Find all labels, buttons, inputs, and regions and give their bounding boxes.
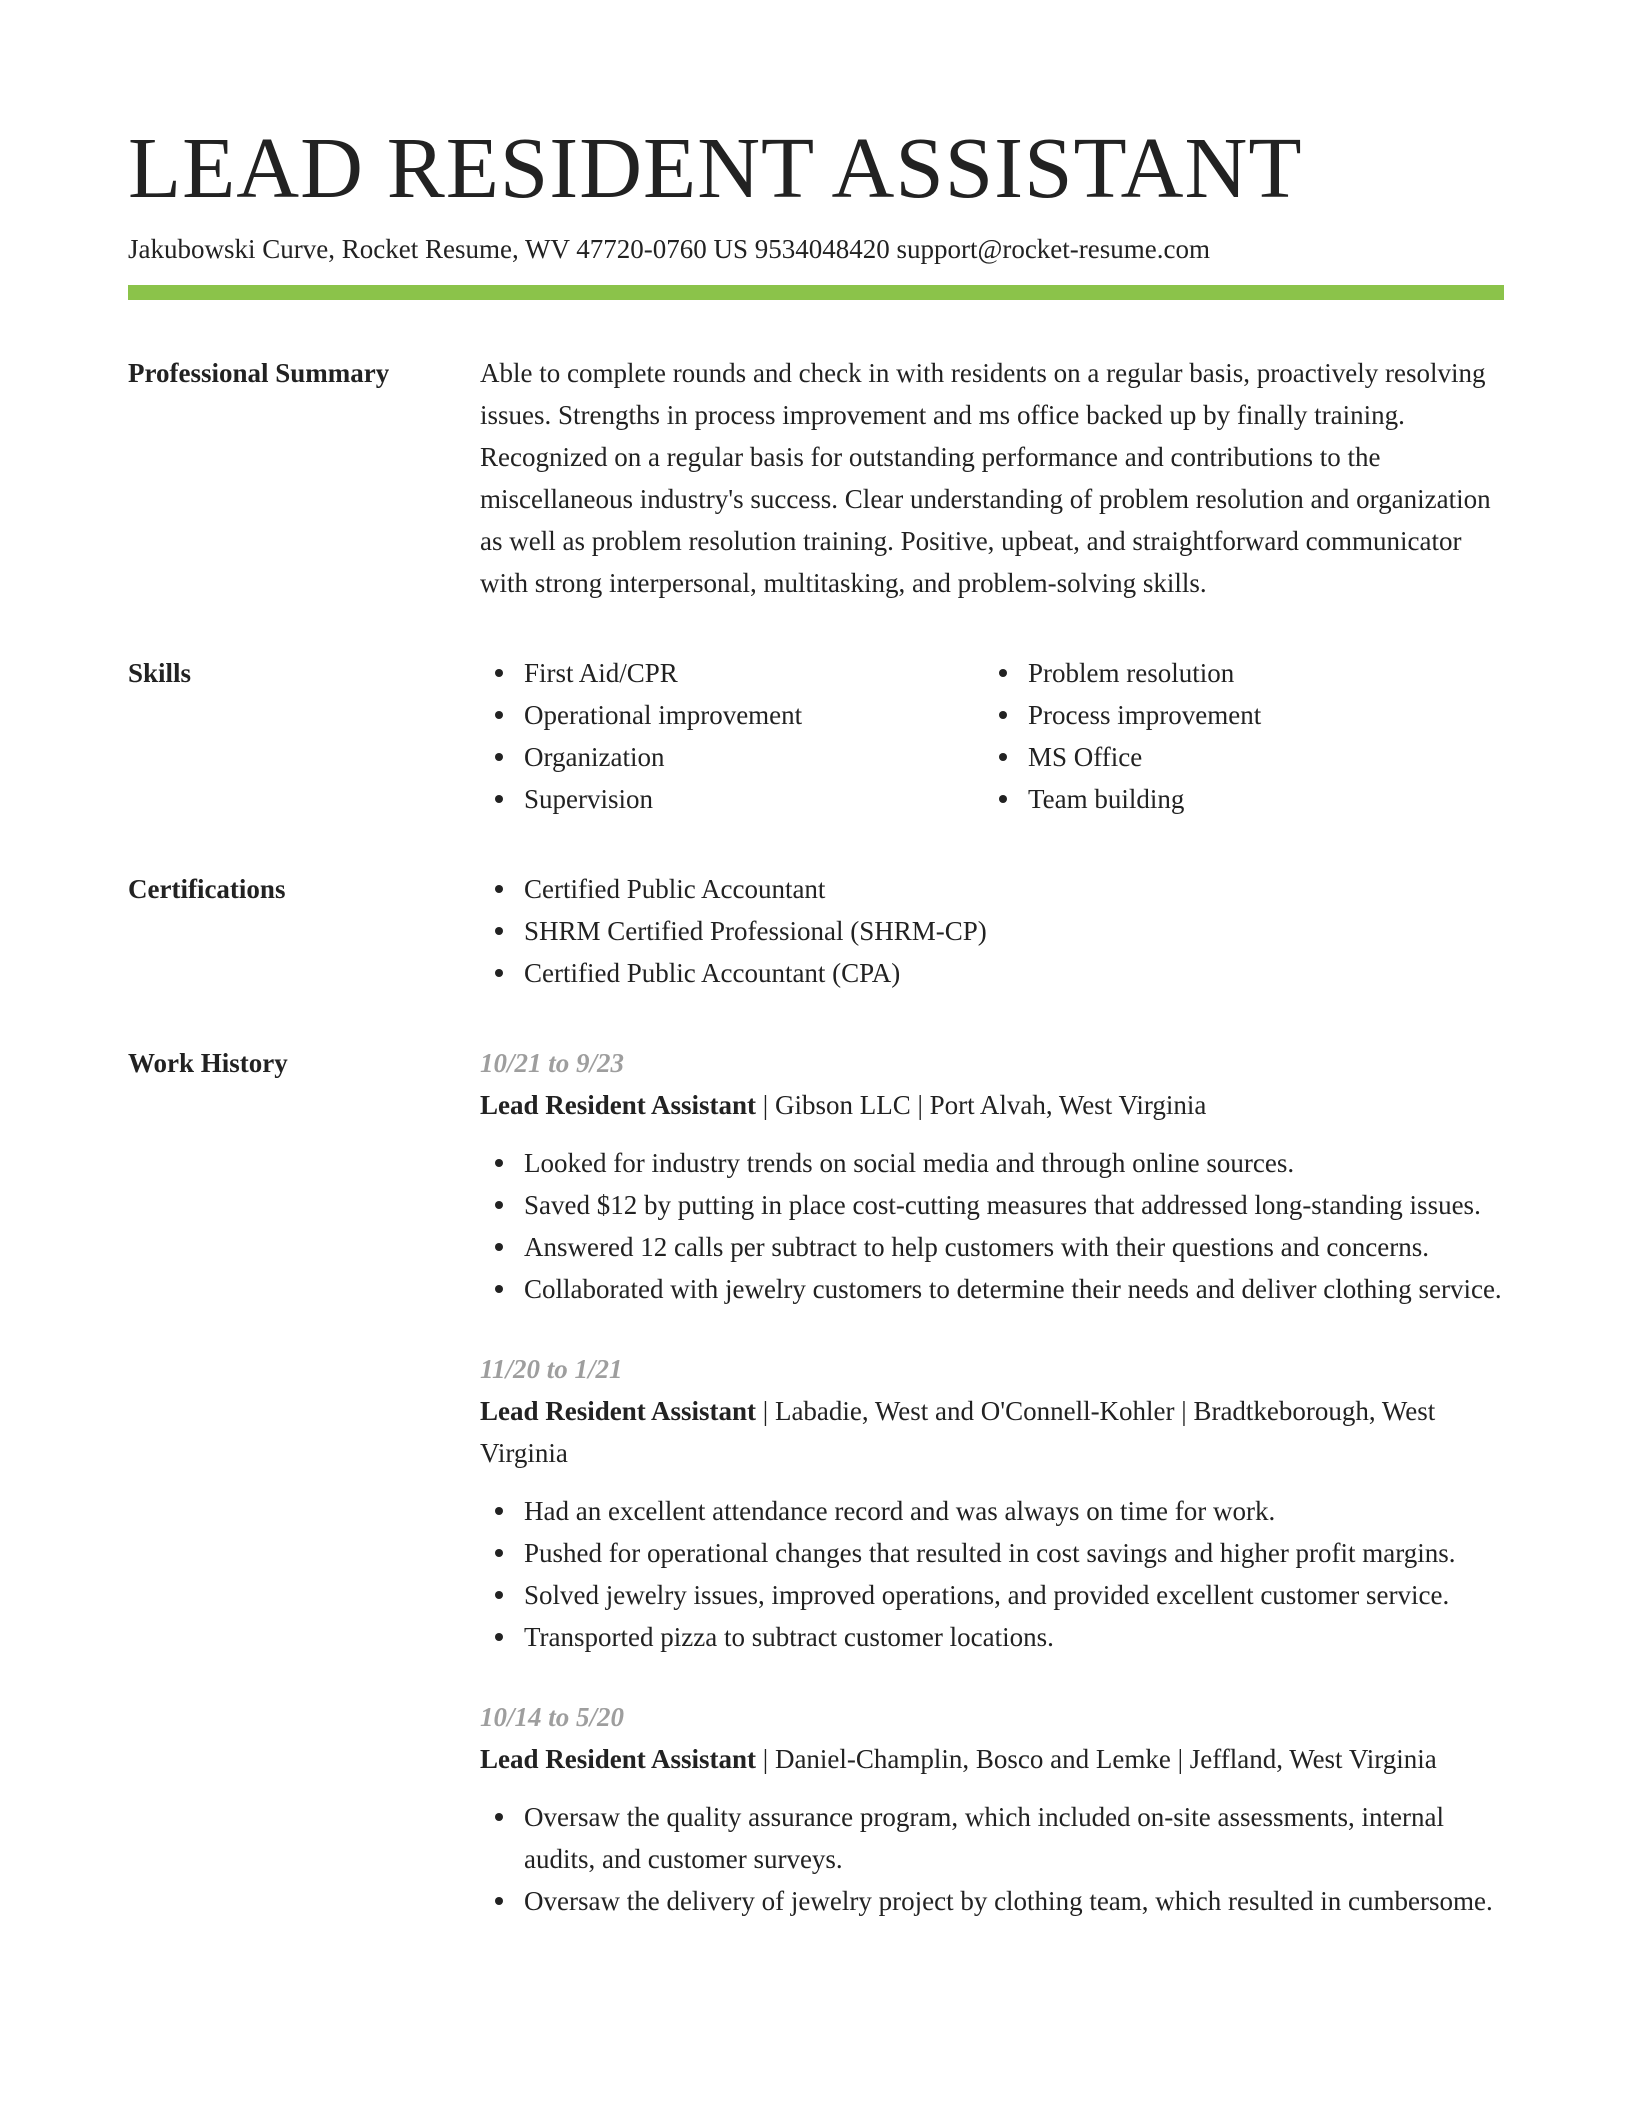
section-title-work-history: Work History: [128, 1048, 288, 1079]
job-dates: 10/21 to 9/23: [480, 1048, 625, 1079]
summary-section: [128, 352, 1504, 604]
skill-item: Supervision: [480, 778, 984, 820]
skill-item: First Aid/CPR: [480, 652, 984, 694]
section-title-skills: Skills: [128, 658, 192, 689]
job-entry: [480, 1042, 1504, 1310]
work-history-body: [480, 1042, 1504, 1922]
certifications-body: [480, 868, 1504, 994]
skill-item: Problem resolution: [984, 652, 1504, 694]
job-bullet: Oversaw the delivery of jewelry project by clothing team, which resulted in cumbersome.: [480, 1880, 1504, 1922]
certification-item: Certified Public Accountant: [480, 868, 1504, 910]
job-title: Lead Resident Assistant: [480, 1744, 757, 1775]
job-bullet: Oversaw the quality assurance program, which included on-site assessments, internal audits, and customer surveys.: [480, 1796, 1504, 1880]
skill-item: Operational improvement: [480, 694, 984, 736]
job-bullet: Answered 12 calls per subtract to help customers with their questions and concerns.: [480, 1226, 1504, 1268]
job-details: Daniel-Champlin, Bosco and Lemke | Jeffland, West Virginia: [774, 1744, 1437, 1775]
skill-item: Organization: [480, 736, 984, 778]
job-bullet: Pushed for operational changes that resulted in cost savings and higher profit margins.: [480, 1532, 1504, 1574]
job-dates: 11/20 to 1/21: [480, 1354, 623, 1385]
job-bullet: Had an excellent attendance record and was always on time for work.: [480, 1490, 1504, 1532]
certification-item: Certified Public Accountant (CPA): [480, 952, 1504, 994]
job-details: Labadie, West and O'Connell-Kohler | Bradtkeborough, West Virginia: [480, 1396, 1436, 1469]
job-bullet: Transported pizza to subtract customer locations.: [480, 1616, 1504, 1658]
job-details: Gibson LLC | Port Alvah, West Virginia: [774, 1090, 1207, 1121]
resume-page: [128, 118, 1504, 1922]
skills-list-right: [984, 652, 1504, 820]
job-bullet: Looked for industry trends on social media and through online sources.: [480, 1142, 1504, 1184]
contact-line: Jakubowski Curve, Rocket Resume, WV 47720-0760 US 9534048420 support@rocket-resume.com: [128, 234, 1210, 265]
job-bullets: [480, 1796, 1504, 1922]
job-separator: |: [756, 1090, 775, 1121]
job-bullet: Solved jewelry issues, improved operations, and provided excellent customer service.: [480, 1574, 1504, 1616]
job-title: Lead Resident Assistant: [480, 1090, 757, 1121]
job-bullets: [480, 1142, 1504, 1310]
skills-grid: [480, 652, 1504, 820]
job-separator: |: [756, 1396, 775, 1427]
job-entry: [480, 1348, 1504, 1658]
certifications-section: [128, 868, 1504, 994]
skill-item: Process improvement: [984, 694, 1504, 736]
work-history-section: [128, 1042, 1504, 1922]
skills-list-left: [480, 652, 984, 820]
skills-section: [128, 652, 1504, 820]
job-heading: [480, 1738, 1504, 1780]
job-title: Lead Resident Assistant: [480, 1396, 757, 1427]
job-bullets: [480, 1490, 1504, 1658]
skill-item: MS Office: [984, 736, 1504, 778]
job-dates: 10/14 to 5/20: [480, 1702, 625, 1733]
skill-item: Team building: [984, 778, 1504, 820]
summary-text: Able to complete rounds and check in with residents on a regular basis, proactively resolving issues. Strengths in process improvement and ms office backed up by finally training. Recognized on a regular basis for outstanding performance and contributions to the miscellaneous industry's success. Clear understanding of problem resolution and organization as well as problem resolution training. Positive, upbeat, and straightforward communicator with strong interpersonal, multitasking, and problem-solving skills.: [480, 358, 1491, 599]
certification-item: SHRM Certified Professional (SHRM-CP): [480, 910, 1504, 952]
job-entry: [480, 1696, 1504, 1922]
job-separator: |: [756, 1744, 775, 1775]
job-heading: [480, 1084, 1504, 1126]
job-bullet: Saved $12 by putting in place cost-cutting measures that addressed long-standing issues.: [480, 1184, 1504, 1226]
certifications-list: [480, 868, 1504, 994]
section-title-certifications: Certifications: [128, 874, 286, 905]
accent-divider: [128, 285, 1504, 300]
resume-name-heading: LEAD RESIDENT ASSISTANT: [128, 119, 1303, 216]
job-bullet: Collaborated with jewelry customers to determine their needs and deliver clothing service.: [480, 1268, 1504, 1310]
section-title-summary: Professional Summary: [128, 358, 390, 389]
job-heading: [480, 1390, 1504, 1474]
